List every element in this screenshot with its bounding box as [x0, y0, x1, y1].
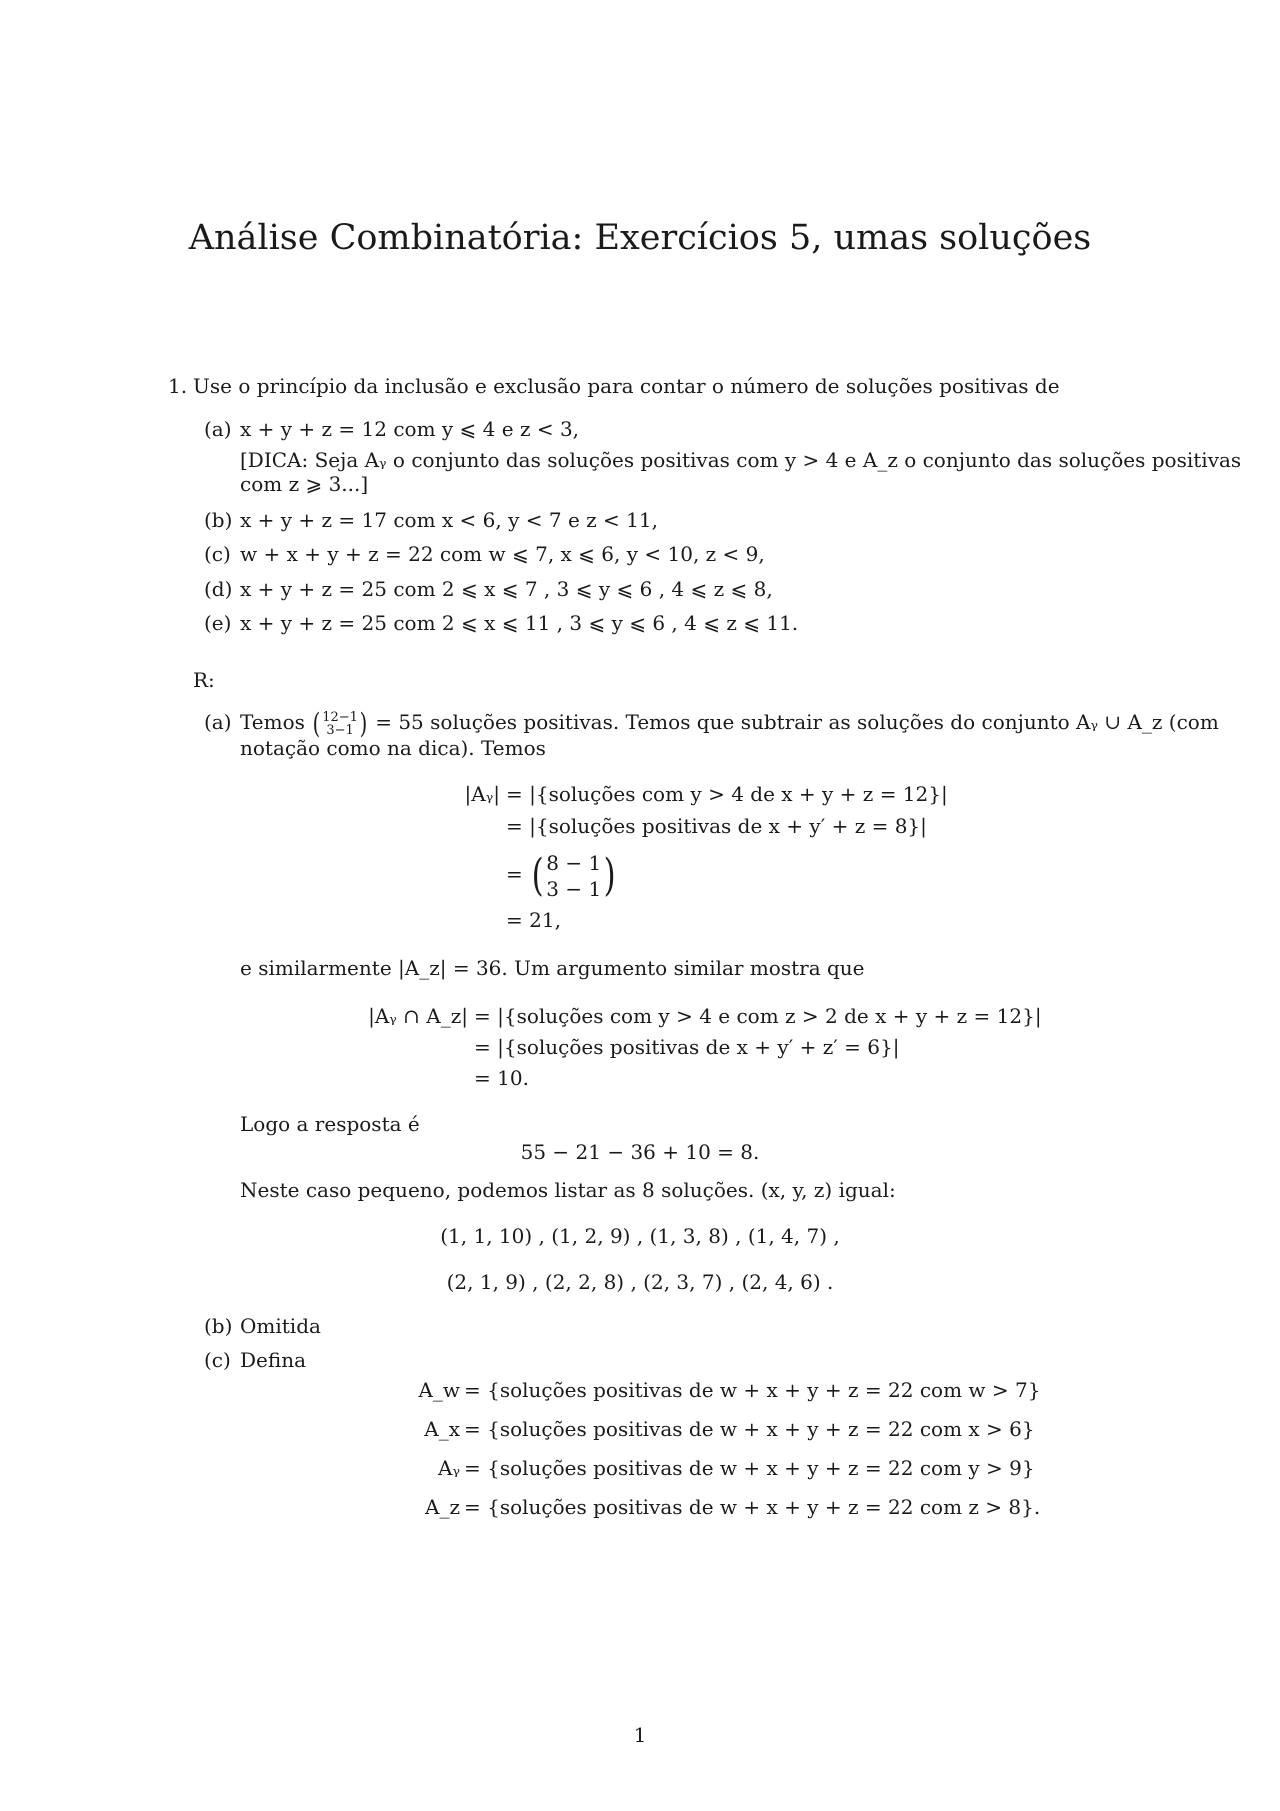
- problem-statement: Use o princípio da inclusão e exclusão para contar o número de soluções positivas de: [193, 374, 1060, 398]
- answer-a-result: 55 − 21 − 36 + 10 = 8.: [520, 1140, 760, 1164]
- hint-line-2: com z ⩾ 3...]: [240, 472, 369, 496]
- answer-label: R:: [193, 668, 215, 692]
- answer-c-text: Defina: [240, 1348, 307, 1372]
- def-lhs-z: A_z: [425, 1495, 460, 1519]
- eq1-row4: = 21,: [506, 908, 561, 932]
- def-lhs-y: Aᵧ: [438, 1456, 460, 1480]
- def-rhs-x: = {soluções positivas de w + x + y + z = 22 com x > 6}: [464, 1417, 1035, 1441]
- problem-number: 1.: [168, 374, 188, 398]
- eq2-row2: = |{soluções positivas de x + y′ + z′ = 6}|: [474, 1035, 900, 1059]
- answer-a-line2: notação como na dica). Temos: [240, 736, 546, 760]
- answer-c-label: (c): [204, 1348, 231, 1372]
- item-label-b: (b): [204, 508, 233, 532]
- answer-a-line1-rest: = 55 soluções positivas. Temos que subtrair as soluções do conjunto Aᵧ ∪ A_z (com: [375, 710, 1219, 734]
- eq1-row3-eq: =: [506, 862, 523, 886]
- eq2-lhs: |Aᵧ ∩ A_z|: [368, 1004, 468, 1028]
- page-number: 1: [633, 1723, 647, 1747]
- item-text-c: w + x + y + z = 22 com w ⩽ 7, x ⩽ 6, y < 10, z < 9,: [240, 542, 765, 566]
- item-text-d: x + y + z = 25 com 2 ⩽ x ⩽ 7 , 3 ⩽ y ⩽ 6 , 4 ⩽ z ⩽ 8,: [240, 577, 773, 601]
- eq1-lhs: |Aᵧ|: [464, 782, 500, 806]
- solutions-list-line2: (2, 1, 9) , (2, 2, 8) , (2, 3, 7) , (2, 4, 6) .: [446, 1270, 834, 1294]
- answer-b-text: Omitida: [240, 1314, 321, 1338]
- eq2-row3: = 10.: [474, 1066, 529, 1090]
- item-label-d: (d): [204, 577, 233, 601]
- def-rhs-y: = {soluções positivas de w + x + y + z = 22 com y > 9}: [464, 1456, 1035, 1480]
- hint-line-1: [DICA: Seja Aᵧ o conjunto das soluções positivas com y > 4 e A_z o conjunto das soluções positivas: [240, 448, 1242, 472]
- answer-a-label: (a): [204, 710, 232, 734]
- item-text-a: x + y + z = 12 com y ⩽ 4 e z < 3,: [240, 417, 580, 441]
- answer-a-logo: Logo a resposta é: [240, 1112, 420, 1136]
- eq2-row1: = |{soluções com y > 4 e com z > 2 de x + y + z = 12}|: [474, 1004, 1042, 1028]
- binomial-12-3: ( 12−1 3−1 ): [312, 706, 368, 740]
- binom-top: 8 − 1: [546, 850, 602, 875]
- solutions-list-line1: (1, 1, 10) , (1, 2, 9) , (1, 3, 8) , (1, 4, 7) ,: [440, 1224, 840, 1248]
- def-lhs-w: A_w: [418, 1378, 460, 1402]
- item-text-b: x + y + z = 17 com x < 6, y < 7 e z < 11,: [240, 508, 658, 532]
- item-label-a: (a): [204, 417, 232, 441]
- binom-top: 12−1: [322, 709, 358, 725]
- answer-a-similar: e similarmente |A_z| = 36. Um argumento similar mostra que: [240, 956, 865, 980]
- page-title: Análise Combinatória: Exercícios 5, umas soluções: [188, 218, 1092, 258]
- binom-bottom: 3 − 1: [546, 876, 602, 901]
- item-text-e: x + y + z = 25 com 2 ⩽ x ⩽ 11 , 3 ⩽ y ⩽ 6 , 4 ⩽ z ⩽ 11.: [240, 611, 799, 635]
- answer-b-label: (b): [204, 1314, 233, 1338]
- answer-a-temos: Temos: [240, 710, 305, 734]
- answer-a-list-intro: Neste caso pequeno, podemos listar as 8 soluções. (x, y, z) igual:: [240, 1178, 896, 1202]
- binomial-8-3: ( 8 − 1 3 − 1 ): [531, 849, 616, 901]
- item-label-e: (e): [204, 611, 232, 635]
- eq1-row1: = |{soluções com y > 4 de x + y + z = 12}|: [506, 782, 948, 806]
- item-label-c: (c): [204, 542, 231, 566]
- eq1-row2: = |{soluções positivas de x + y′ + z = 8}|: [506, 814, 927, 838]
- binom-bottom: 3−1: [326, 722, 354, 738]
- def-rhs-w: = {soluções positivas de w + x + y + z = 22 com w > 7}: [464, 1378, 1041, 1402]
- def-rhs-z: = {soluções positivas de w + x + y + z = 22 com z > 8}.: [464, 1495, 1041, 1519]
- eq1-row3: [506, 846, 618, 902]
- def-lhs-x: A_x: [424, 1417, 460, 1441]
